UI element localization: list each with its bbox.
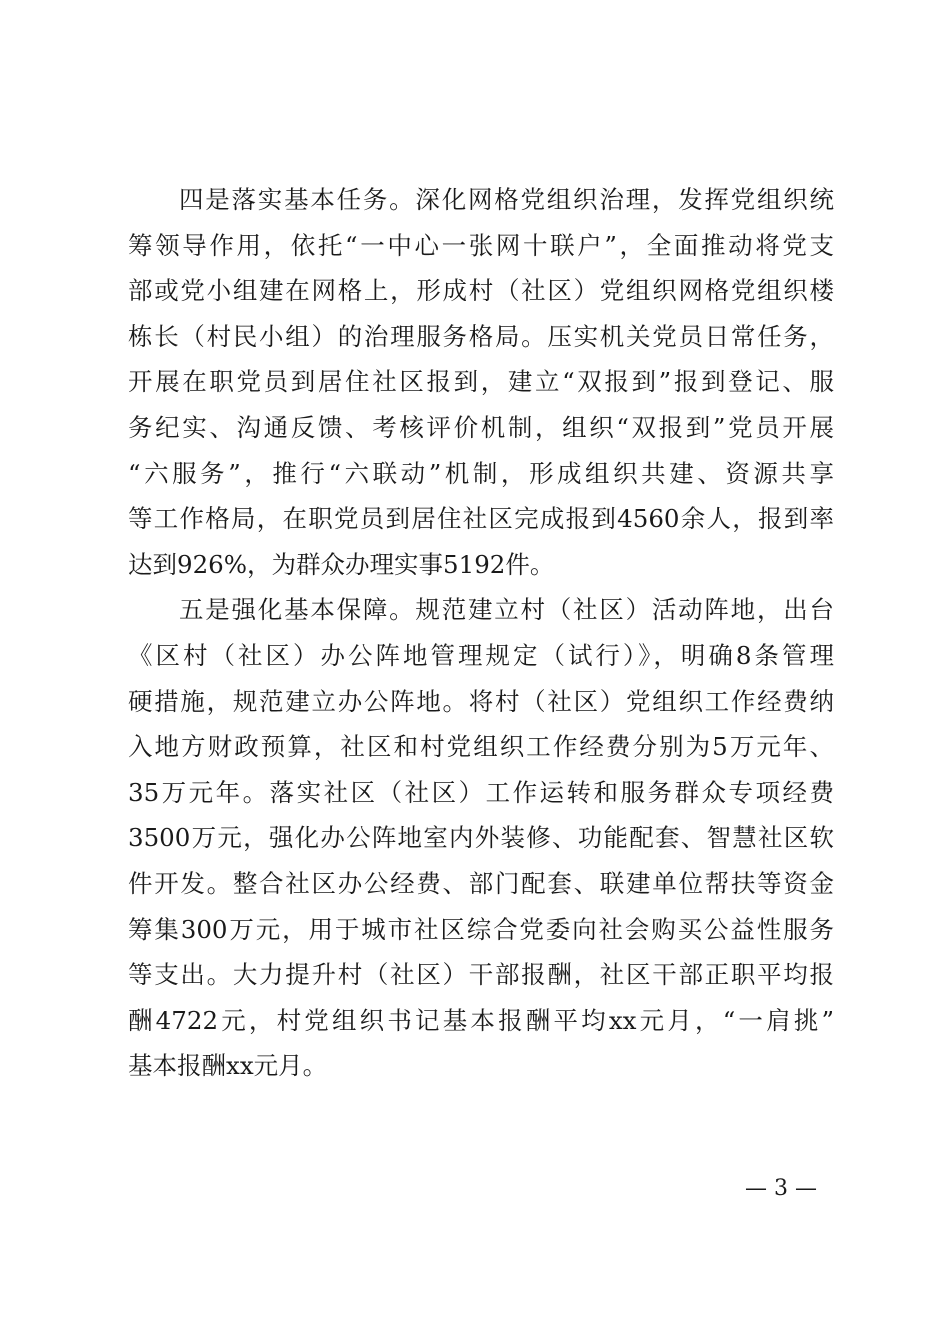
text-line: 35万元年。落实社区（社区）工作运转和服务群众专项经费 [128,777,834,807]
text-line: 五是强化基本保障。规范建立村（社区）活动阵地，出台 [179,595,834,625]
text-line: 硬措施，规范建立办公阵地。将村（社区）党组织工作经费纳 [128,686,834,716]
page-number: — 3 — [745,1176,817,1201]
text-line: 开展在职党员到居住社区报到，建立“双报到”报到登记、服 [128,367,834,397]
text-line: 部或党小组建在网格上，形成村（社区）党组织网格党组织楼 [128,276,834,306]
body-text [128,177,834,1089]
text-line: 等工作格局，在职党员到居住社区完成报到4560余人，报到率 [128,504,834,534]
text-line: 筹集300万元，用于城市社区综合党委向社会购买公益性服务 [128,914,834,944]
text-line: 3500万元，强化办公阵地室内外装修、功能配套、智慧社区软 [128,823,834,853]
text-line: 栋长（村民小组）的治理服务格局。压实机关党员日常任务， [128,321,834,351]
text-line: 四是落实基本任务。深化网格党组织治理，发挥党组织统 [179,185,834,214]
text-line: 基本报酬xx元月。 [128,1051,328,1081]
paragraph-basic-tasks [128,177,834,587]
paragraph-basic-guarantee [128,587,834,1089]
text-line: 件开发。整合社区办公经费、部门配套、联建单位帮扶等资金 [128,868,834,898]
text-line: 务纪实、沟通反馈、考核评价机制，组织“双报到”党员开展 [128,412,834,442]
text-line: 筹领导作用，依托“一中心一张网十联户”，全面推动将党支 [128,230,834,260]
text-line: 酬4722元，村党组织书记基本报酬平均xx元月，“一肩挑” [128,1005,834,1035]
text-line: 《区村（社区）办公阵地管理规定（试行）》，明确8条管理 [128,640,834,670]
text-line: 达到926%，为群众办理实事5192件。 [128,549,555,579]
text-line: 等支出。大力提升村（社区）干部报酬，社区干部正职平均报 [128,960,834,990]
text-line: 入地方财政预算，社区和村党组织工作经费分别为5万元年、 [128,732,834,762]
text-line: “六服务”，推行“六联动”机制，形成组织共建、资源共享 [128,458,834,488]
